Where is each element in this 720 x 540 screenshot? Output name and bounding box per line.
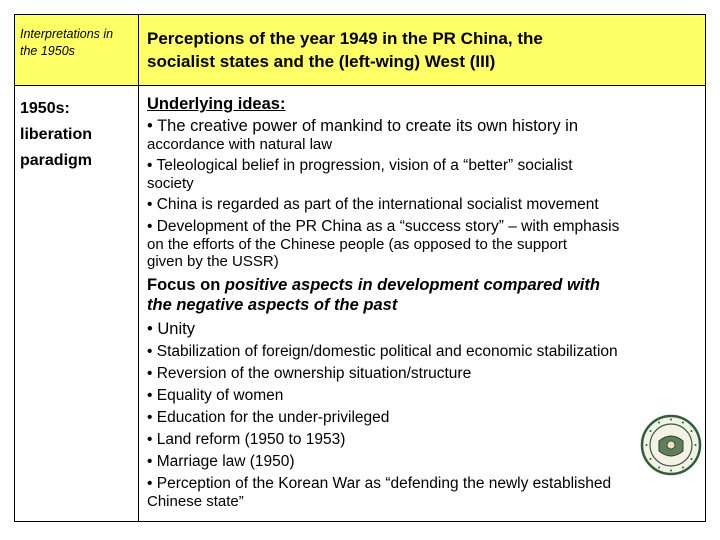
header-left-label: Interpretations in the 1950s [20, 27, 114, 58]
content-cell [139, 86, 705, 521]
title-line-2: socialist states and the (left-wing) West (III) [147, 52, 496, 71]
list-item-text: • China is regarded as part of the international socialist movement [147, 196, 599, 213]
list-item-text-cont: given by the USSR) [147, 253, 279, 270]
list-item [147, 195, 701, 214]
list-item [147, 117, 701, 153]
list-item-text-cont: society [147, 175, 194, 192]
list-item-text-cont: Chinese state” [147, 493, 244, 510]
list-item-text: • Teleological belief in progression, vision of a “better” socialist [147, 157, 573, 174]
list-item: • Reversion of the ownership situation/structure [147, 365, 472, 382]
header-title-cell [139, 15, 705, 86]
left-column-cell [15, 86, 139, 521]
focus-emph-line-2: the negative aspects of the past [147, 296, 398, 314]
left-label-line-1: 1950s: [20, 100, 70, 117]
list-item [147, 217, 701, 270]
left-label-line-3: paradigm [20, 152, 93, 169]
list-item [147, 156, 701, 192]
title-line-1: Perceptions of the year 1949 in the PR China, the [147, 29, 543, 48]
list-item-text-cont: accordance with natural law [147, 136, 333, 153]
list-item: • Land reform (1950 to 1953) [147, 431, 346, 448]
list-item: • Stabilization of foreign/domestic political and economic stabilization [147, 343, 618, 360]
list-item [147, 474, 701, 510]
list-item-text-cont: on the efforts of the Chinese people (as opposed to the support [147, 236, 568, 253]
slide-table [14, 14, 706, 522]
university-seal-icon [640, 414, 702, 476]
left-label-line-2: liberation [20, 126, 93, 143]
focus-heading [147, 275, 701, 315]
list-item: • Unity [147, 320, 195, 338]
focus-prefix: Focus on [147, 276, 225, 294]
list-item-text: • Development of the PR China as a “success story” – with emphasis [147, 218, 620, 235]
list-item: • Education for the under-privileged [147, 409, 390, 426]
underlying-ideas-heading: Underlying ideas: [147, 95, 286, 113]
header-left-cell [15, 15, 139, 86]
focus-emph-line-1: positive aspects in development compared with [224, 276, 600, 294]
list-item: • Equality of women [147, 387, 284, 404]
list-item-text: • Perception of the Korean War as “defending the newly established [147, 475, 612, 492]
list-item: • Marriage law (1950) [147, 453, 295, 470]
list-item-text: • The creative power of mankind to create its own history in [147, 117, 579, 135]
